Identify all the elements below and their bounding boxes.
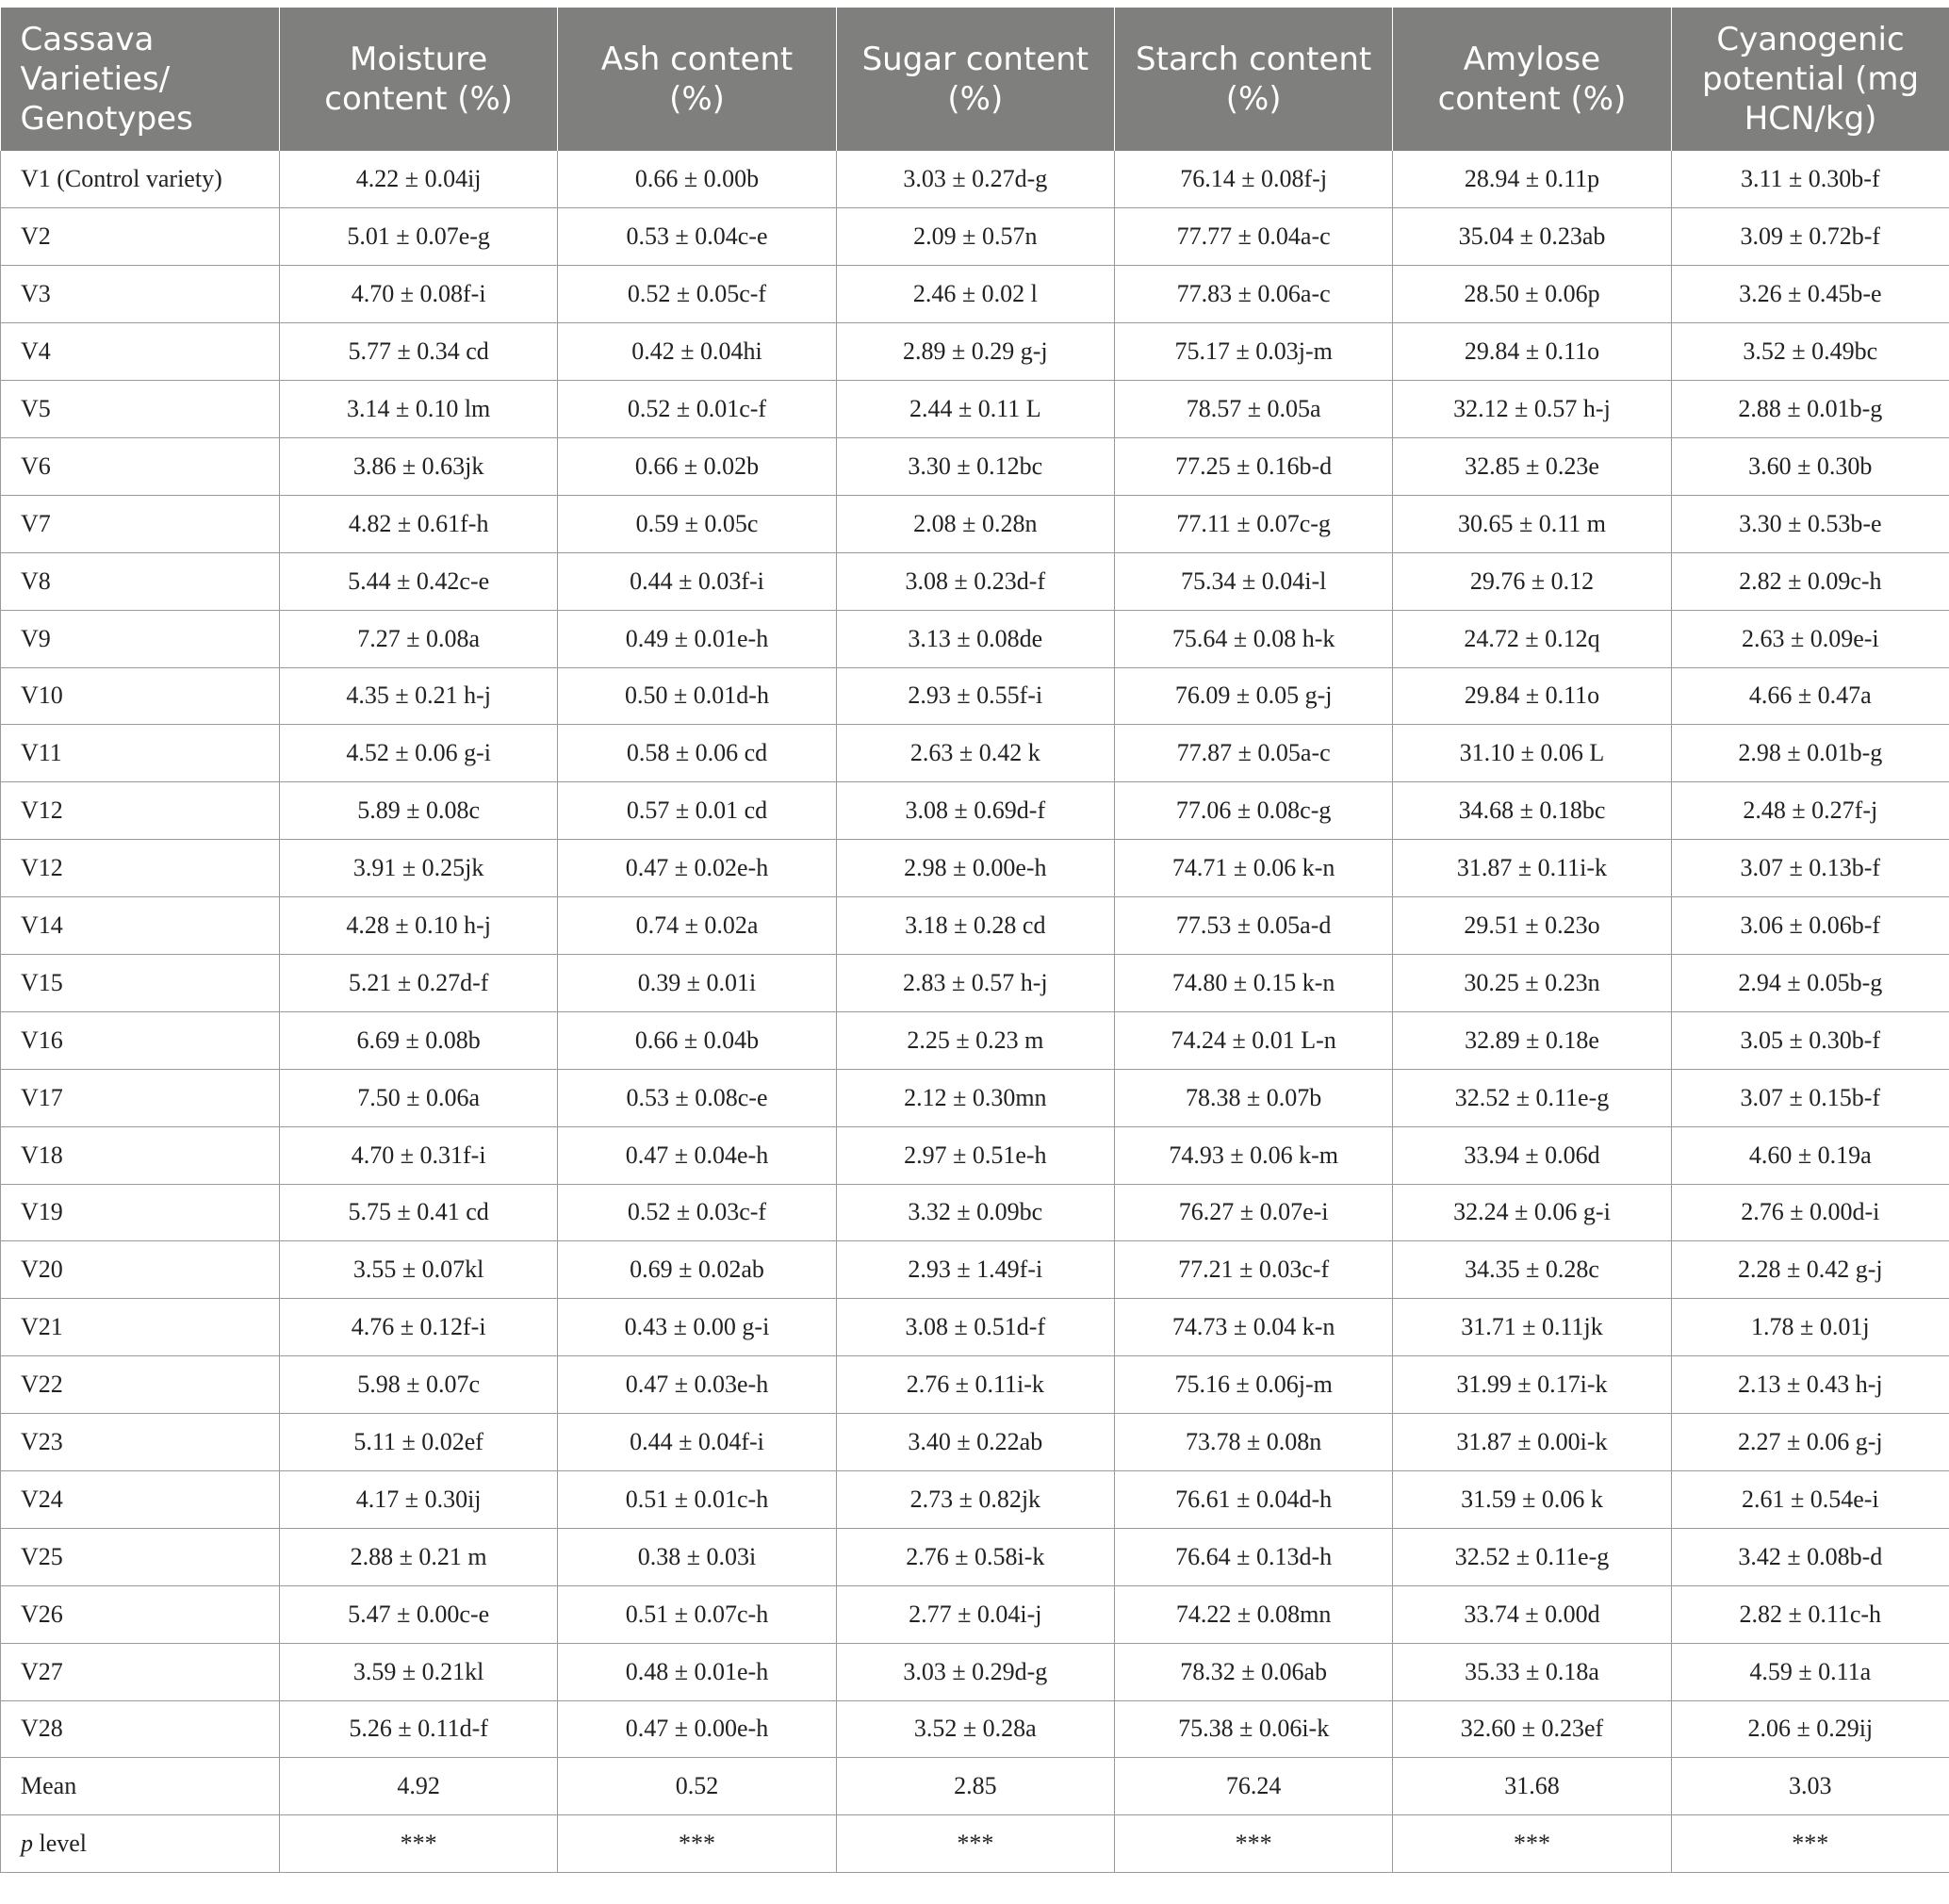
table-cell: 7.50 ± 0.06a — [280, 1069, 558, 1126]
table-cell: 0.52 — [558, 1758, 836, 1815]
table-cell: 32.52 ± 0.11e-g — [1393, 1528, 1671, 1585]
table-cell: 3.03 ± 0.29d-g — [836, 1643, 1114, 1700]
table-cell: 0.59 ± 0.05c — [558, 495, 836, 552]
row-label-cell: V20 — [1, 1241, 280, 1299]
table-cell: 75.16 ± 0.06j-m — [1114, 1356, 1392, 1414]
table-cell: 77.53 ± 0.05a-d — [1114, 897, 1392, 955]
row-label-cell: V16 — [1, 1011, 280, 1069]
table-cell: 34.68 ± 0.18bc — [1393, 782, 1671, 840]
row-label-cell: V1 (Control variety) — [1, 151, 280, 208]
table-row — [1, 1241, 1949, 1299]
table-cell: 74.93 ± 0.06 k-m — [1114, 1126, 1392, 1184]
table-row — [1, 1299, 1949, 1356]
row-label-cell: V12 — [1, 782, 280, 840]
row-label-cell: V4 — [1, 323, 280, 381]
table-body — [1, 151, 1949, 1873]
table-cell: 29.76 ± 0.12 — [1393, 552, 1671, 610]
table-cell: 0.52 ± 0.01c-f — [558, 381, 836, 438]
table-cell: 32.60 ± 0.23ef — [1393, 1700, 1671, 1758]
table-cell: 31.87 ± 0.11i-k — [1393, 840, 1671, 897]
header-cell: Starch content (%) — [1114, 8, 1392, 151]
table-cell: 77.77 ± 0.04a-c — [1114, 208, 1392, 266]
table-cell: 3.18 ± 0.28 cd — [836, 897, 1114, 955]
table-cell: 5.44 ± 0.42c-e — [280, 552, 558, 610]
table-cell: 31.10 ± 0.06 L — [1393, 725, 1671, 782]
table-row — [1, 1585, 1949, 1643]
table-cell: 3.55 ± 0.07kl — [280, 1241, 558, 1299]
table-cell: 0.52 ± 0.05c-f — [558, 266, 836, 323]
table-cell: 0.66 ± 0.02b — [558, 437, 836, 495]
table-cell: 0.57 ± 0.01 cd — [558, 782, 836, 840]
table-cell: 31.68 — [1393, 1758, 1671, 1815]
table-cell: 77.21 ± 0.03c-f — [1114, 1241, 1392, 1299]
table-cell: 0.69 ± 0.02ab — [558, 1241, 836, 1299]
table-cell: 32.24 ± 0.06 g-i — [1393, 1184, 1671, 1241]
table-row — [1, 1069, 1949, 1126]
row-label-cell: Mean — [1, 1758, 280, 1815]
table-cell: 75.34 ± 0.04i-l — [1114, 552, 1392, 610]
row-label-cell: V22 — [1, 1356, 280, 1414]
p-symbol: p — [21, 1830, 33, 1858]
row-label-cell: V15 — [1, 954, 280, 1011]
table-row — [1, 266, 1949, 323]
table-cell: 0.74 ± 0.02a — [558, 897, 836, 955]
table-cell: 4.22 ± 0.04ij — [280, 151, 558, 208]
table-cell: 3.08 ± 0.23d-f — [836, 552, 1114, 610]
table-cell: 2.82 ± 0.09c-h — [1671, 552, 1949, 610]
table-row — [1, 1758, 1949, 1815]
table-cell: 74.24 ± 0.01 L-n — [1114, 1011, 1392, 1069]
table-row — [1, 1643, 1949, 1700]
table-row — [1, 840, 1949, 897]
table-cell: 77.11 ± 0.07c-g — [1114, 495, 1392, 552]
table-cell: 3.32 ± 0.09bc — [836, 1184, 1114, 1241]
table-cell: 2.46 ± 0.02 l — [836, 266, 1114, 323]
significance-cell: *** — [1393, 1815, 1671, 1873]
table-cell: 4.59 ± 0.11a — [1671, 1643, 1949, 1700]
table-cell: 2.98 ± 0.01b-g — [1671, 725, 1949, 782]
table-cell: 74.73 ± 0.04 k-n — [1114, 1299, 1392, 1356]
table-cell: 2.27 ± 0.06 g-j — [1671, 1414, 1949, 1471]
table-cell: 77.83 ± 0.06a-c — [1114, 266, 1392, 323]
table-cell: 32.12 ± 0.57 h-j — [1393, 381, 1671, 438]
p-level-text: level — [33, 1830, 88, 1858]
table-header — [1, 8, 1949, 151]
table-cell: 5.77 ± 0.34 cd — [280, 323, 558, 381]
table-cell: 78.38 ± 0.07b — [1114, 1069, 1392, 1126]
table-cell: 31.71 ± 0.11jk — [1393, 1299, 1671, 1356]
table-row — [1, 151, 1949, 208]
header-cell: Moisture content (%) — [280, 8, 558, 151]
table-row — [1, 208, 1949, 266]
table-cell: 2.93 ± 0.55f-i — [836, 667, 1114, 725]
table-cell: 35.04 ± 0.23ab — [1393, 208, 1671, 266]
table-row — [1, 1528, 1949, 1585]
table-cell: 2.08 ± 0.28n — [836, 495, 1114, 552]
row-label-cell: V25 — [1, 1528, 280, 1585]
table-row — [1, 1126, 1949, 1184]
table-cell: 75.17 ± 0.03j-m — [1114, 323, 1392, 381]
table-cell: 28.94 ± 0.11p — [1393, 151, 1671, 208]
table-row — [1, 1470, 1949, 1528]
table-cell: 4.28 ± 0.10 h-j — [280, 897, 558, 955]
row-label-cell: V24 — [1, 1470, 280, 1528]
table-cell: 4.17 ± 0.30ij — [280, 1470, 558, 1528]
table-cell: 33.74 ± 0.00d — [1393, 1585, 1671, 1643]
table-cell: 2.25 ± 0.23 m — [836, 1011, 1114, 1069]
table-cell: 0.58 ± 0.06 cd — [558, 725, 836, 782]
header-cell: Ash content (%) — [558, 8, 836, 151]
table-cell: 28.50 ± 0.06p — [1393, 266, 1671, 323]
table-cell: 0.44 ± 0.04f-i — [558, 1414, 836, 1471]
table-cell: 6.69 ± 0.08b — [280, 1011, 558, 1069]
table-cell: 3.52 ± 0.28a — [836, 1700, 1114, 1758]
header-cell: Amylose content (%) — [1393, 8, 1671, 151]
table-cell: 2.13 ± 0.43 h-j — [1671, 1356, 1949, 1414]
table-row — [1, 667, 1949, 725]
table-cell: 76.24 — [1114, 1758, 1392, 1815]
row-label-cell: V7 — [1, 495, 280, 552]
table-cell: 34.35 ± 0.28c — [1393, 1241, 1671, 1299]
table-cell: 2.12 ± 0.30mn — [836, 1069, 1114, 1126]
row-label-cell: V21 — [1, 1299, 280, 1356]
row-label-cell: V27 — [1, 1643, 280, 1700]
table-cell: 4.66 ± 0.47a — [1671, 667, 1949, 725]
row-label-cell: V19 — [1, 1184, 280, 1241]
row-label-cell — [1, 1815, 280, 1873]
table-cell: 31.59 ± 0.06 k — [1393, 1470, 1671, 1528]
table-cell: 0.47 ± 0.00e-h — [558, 1700, 836, 1758]
table-cell: 3.03 — [1671, 1758, 1949, 1815]
table-cell: 3.07 ± 0.15b-f — [1671, 1069, 1949, 1126]
table-cell: 3.03 ± 0.27d-g — [836, 151, 1114, 208]
table-cell: 7.27 ± 0.08a — [280, 610, 558, 667]
table-cell: 3.05 ± 0.30b-f — [1671, 1011, 1949, 1069]
table-row — [1, 552, 1949, 610]
table-cell: 5.11 ± 0.02ef — [280, 1414, 558, 1471]
table-cell: 74.80 ± 0.15 k-n — [1114, 954, 1392, 1011]
table-cell: 2.82 ± 0.11c-h — [1671, 1585, 1949, 1643]
row-label-cell: V23 — [1, 1414, 280, 1471]
table-cell: 78.32 ± 0.06ab — [1114, 1643, 1392, 1700]
table-cell: 76.09 ± 0.05 g-j — [1114, 667, 1392, 725]
table-cell: 5.01 ± 0.07e-g — [280, 208, 558, 266]
row-label-cell: V26 — [1, 1585, 280, 1643]
row-label-cell: V17 — [1, 1069, 280, 1126]
table-cell: 0.38 ± 0.03i — [558, 1528, 836, 1585]
table-cell: 32.52 ± 0.11e-g — [1393, 1069, 1671, 1126]
data-table — [0, 8, 1949, 1873]
table-cell: 5.26 ± 0.11d-f — [280, 1700, 558, 1758]
table-cell: 73.78 ± 0.08n — [1114, 1414, 1392, 1471]
table-cell: 32.85 ± 0.23e — [1393, 437, 1671, 495]
table-cell: 2.28 ± 0.42 g-j — [1671, 1241, 1949, 1299]
table-cell: 4.92 — [280, 1758, 558, 1815]
table-cell: 2.73 ± 0.82jk — [836, 1470, 1114, 1528]
table-cell: 3.09 ± 0.72b-f — [1671, 208, 1949, 266]
table-cell: 3.86 ± 0.63jk — [280, 437, 558, 495]
table-cell: 2.88 ± 0.01b-g — [1671, 381, 1949, 438]
table-cell: 0.50 ± 0.01d-h — [558, 667, 836, 725]
table-cell: 0.44 ± 0.03f-i — [558, 552, 836, 610]
significance-cell: *** — [1671, 1815, 1949, 1873]
table-cell: 3.06 ± 0.06b-f — [1671, 897, 1949, 955]
table-cell: 29.51 ± 0.23o — [1393, 897, 1671, 955]
table-row — [1, 1414, 1949, 1471]
table-cell: 78.57 ± 0.05a — [1114, 381, 1392, 438]
table-cell: 31.87 ± 0.00i-k — [1393, 1414, 1671, 1471]
table-cell: 29.84 ± 0.11o — [1393, 667, 1671, 725]
table-cell: 76.61 ± 0.04d-h — [1114, 1470, 1392, 1528]
table-row — [1, 1011, 1949, 1069]
table-row — [1, 495, 1949, 552]
table-cell: 2.06 ± 0.29ij — [1671, 1700, 1949, 1758]
table-cell: 2.93 ± 1.49f-i — [836, 1241, 1114, 1299]
table-cell: 2.97 ± 0.51e-h — [836, 1126, 1114, 1184]
table-cell: 30.25 ± 0.23n — [1393, 954, 1671, 1011]
row-label-cell: V12 — [1, 840, 280, 897]
table-cell: 33.94 ± 0.06d — [1393, 1126, 1671, 1184]
table-cell: 2.48 ± 0.27f-j — [1671, 782, 1949, 840]
table-cell: 5.47 ± 0.00c-e — [280, 1585, 558, 1643]
row-label-cell: V2 — [1, 208, 280, 266]
table-row — [1, 1184, 1949, 1241]
table-cell: 4.70 ± 0.08f-i — [280, 266, 558, 323]
header-cell: Sugar content (%) — [836, 8, 1114, 151]
row-label-cell: V9 — [1, 610, 280, 667]
table-cell: 4.70 ± 0.31f-i — [280, 1126, 558, 1184]
table-cell: 3.14 ± 0.10 lm — [280, 381, 558, 438]
header-cell: Cyanogenic potential (mg HCN/kg) — [1671, 8, 1949, 151]
table-cell: 2.94 ± 0.05b-g — [1671, 954, 1949, 1011]
table-cell: 5.21 ± 0.27d-f — [280, 954, 558, 1011]
table-cell: 4.60 ± 0.19a — [1671, 1126, 1949, 1184]
row-label-cell: V10 — [1, 667, 280, 725]
table-row — [1, 1356, 1949, 1414]
table-cell: 0.42 ± 0.04hi — [558, 323, 836, 381]
row-label-cell: V14 — [1, 897, 280, 955]
table-cell: 3.60 ± 0.30b — [1671, 437, 1949, 495]
table-cell: 29.84 ± 0.11o — [1393, 323, 1671, 381]
table-row — [1, 1700, 1949, 1758]
table-cell: 76.27 ± 0.07e-i — [1114, 1184, 1392, 1241]
table-cell: 0.53 ± 0.04c-e — [558, 208, 836, 266]
table-cell: 4.35 ± 0.21 h-j — [280, 667, 558, 725]
table-cell: 2.77 ± 0.04i-j — [836, 1585, 1114, 1643]
table-cell: 75.38 ± 0.06i-k — [1114, 1700, 1392, 1758]
table-cell: 31.99 ± 0.17i-k — [1393, 1356, 1671, 1414]
table-row — [1, 782, 1949, 840]
row-label-cell: V18 — [1, 1126, 280, 1184]
table-cell: 0.49 ± 0.01e-h — [558, 610, 836, 667]
table-cell: 3.30 ± 0.12bc — [836, 437, 1114, 495]
table-cell: 0.39 ± 0.01i — [558, 954, 836, 1011]
table-cell: 30.65 ± 0.11 m — [1393, 495, 1671, 552]
table-cell: 2.09 ± 0.57n — [836, 208, 1114, 266]
table-row — [1, 610, 1949, 667]
table-row — [1, 725, 1949, 782]
table-cell: 5.98 ± 0.07c — [280, 1356, 558, 1414]
table-cell: 0.48 ± 0.01e-h — [558, 1643, 836, 1700]
table-cell: 77.06 ± 0.08c-g — [1114, 782, 1392, 840]
table-cell: 74.22 ± 0.08mn — [1114, 1585, 1392, 1643]
table-cell: 1.78 ± 0.01j — [1671, 1299, 1949, 1356]
significance-cell: *** — [558, 1815, 836, 1873]
header-row — [1, 8, 1949, 151]
table-cell: 2.98 ± 0.00e-h — [836, 840, 1114, 897]
table-cell: 76.64 ± 0.13d-h — [1114, 1528, 1392, 1585]
table-cell: 3.07 ± 0.13b-f — [1671, 840, 1949, 897]
table-cell: 35.33 ± 0.18a — [1393, 1643, 1671, 1700]
table-cell: 3.08 ± 0.69d-f — [836, 782, 1114, 840]
table-cell: 2.76 ± 0.11i-k — [836, 1356, 1114, 1414]
table-row — [1, 323, 1949, 381]
table-cell: 4.76 ± 0.12f-i — [280, 1299, 558, 1356]
table-cell: 3.59 ± 0.21kl — [280, 1643, 558, 1700]
table-cell: 5.89 ± 0.08c — [280, 782, 558, 840]
table-row — [1, 954, 1949, 1011]
table-cell: 3.13 ± 0.08de — [836, 610, 1114, 667]
row-label-cell: V28 — [1, 1700, 280, 1758]
table-cell: 2.85 — [836, 1758, 1114, 1815]
table-row-p-level — [1, 1815, 1949, 1873]
table-row — [1, 437, 1949, 495]
table-cell: 3.26 ± 0.45b-e — [1671, 266, 1949, 323]
table-cell: 0.52 ± 0.03c-f — [558, 1184, 836, 1241]
table-cell: 2.61 ± 0.54e-i — [1671, 1470, 1949, 1528]
table-cell: 77.87 ± 0.05a-c — [1114, 725, 1392, 782]
table-cell: 3.42 ± 0.08b-d — [1671, 1528, 1949, 1585]
table-cell: 3.91 ± 0.25jk — [280, 840, 558, 897]
table-cell: 0.51 ± 0.01c-h — [558, 1470, 836, 1528]
table-cell: 2.63 ± 0.42 k — [836, 725, 1114, 782]
table-container — [0, 8, 1949, 1873]
header-cell: Cassava Varieties/ Genotypes — [1, 8, 280, 151]
table-cell: 2.89 ± 0.29 g-j — [836, 323, 1114, 381]
row-label-cell: V8 — [1, 552, 280, 610]
table-cell: 0.66 ± 0.00b — [558, 151, 836, 208]
table-cell: 0.66 ± 0.04b — [558, 1011, 836, 1069]
table-cell: 3.40 ± 0.22ab — [836, 1414, 1114, 1471]
row-label-cell: V3 — [1, 266, 280, 323]
table-row — [1, 897, 1949, 955]
table-cell: 2.83 ± 0.57 h-j — [836, 954, 1114, 1011]
table-cell: 5.75 ± 0.41 cd — [280, 1184, 558, 1241]
table-cell: 3.30 ± 0.53b-e — [1671, 495, 1949, 552]
table-cell: 2.76 ± 0.58i-k — [836, 1528, 1114, 1585]
table-cell: 0.53 ± 0.08c-e — [558, 1069, 836, 1126]
significance-cell: *** — [280, 1815, 558, 1873]
table-cell: 2.88 ± 0.21 m — [280, 1528, 558, 1585]
table-cell: 76.14 ± 0.08f-j — [1114, 151, 1392, 208]
table-cell: 75.64 ± 0.08 h-k — [1114, 610, 1392, 667]
row-label-cell: V11 — [1, 725, 280, 782]
table-cell: 2.44 ± 0.11 L — [836, 381, 1114, 438]
table-cell: 74.71 ± 0.06 k-n — [1114, 840, 1392, 897]
table-cell: 77.25 ± 0.16b-d — [1114, 437, 1392, 495]
table-cell: 4.52 ± 0.06 g-i — [280, 725, 558, 782]
significance-cell: *** — [1114, 1815, 1392, 1873]
table-cell: 0.43 ± 0.00 g-i — [558, 1299, 836, 1356]
table-cell: 4.82 ± 0.61f-h — [280, 495, 558, 552]
significance-cell: *** — [836, 1815, 1114, 1873]
row-label-cell: V6 — [1, 437, 280, 495]
table-cell: 0.47 ± 0.02e-h — [558, 840, 836, 897]
table-cell: 32.89 ± 0.18e — [1393, 1011, 1671, 1069]
table-cell: 0.51 ± 0.07c-h — [558, 1585, 836, 1643]
table-cell: 3.11 ± 0.30b-f — [1671, 151, 1949, 208]
table-row — [1, 381, 1949, 438]
table-cell: 0.47 ± 0.04e-h — [558, 1126, 836, 1184]
table-cell: 0.47 ± 0.03e-h — [558, 1356, 836, 1414]
table-cell: 2.63 ± 0.09e-i — [1671, 610, 1949, 667]
table-cell: 3.08 ± 0.51d-f — [836, 1299, 1114, 1356]
table-cell: 3.52 ± 0.49bc — [1671, 323, 1949, 381]
table-cell: 24.72 ± 0.12q — [1393, 610, 1671, 667]
table-cell: 2.76 ± 0.00d-i — [1671, 1184, 1949, 1241]
row-label-cell: V5 — [1, 381, 280, 438]
